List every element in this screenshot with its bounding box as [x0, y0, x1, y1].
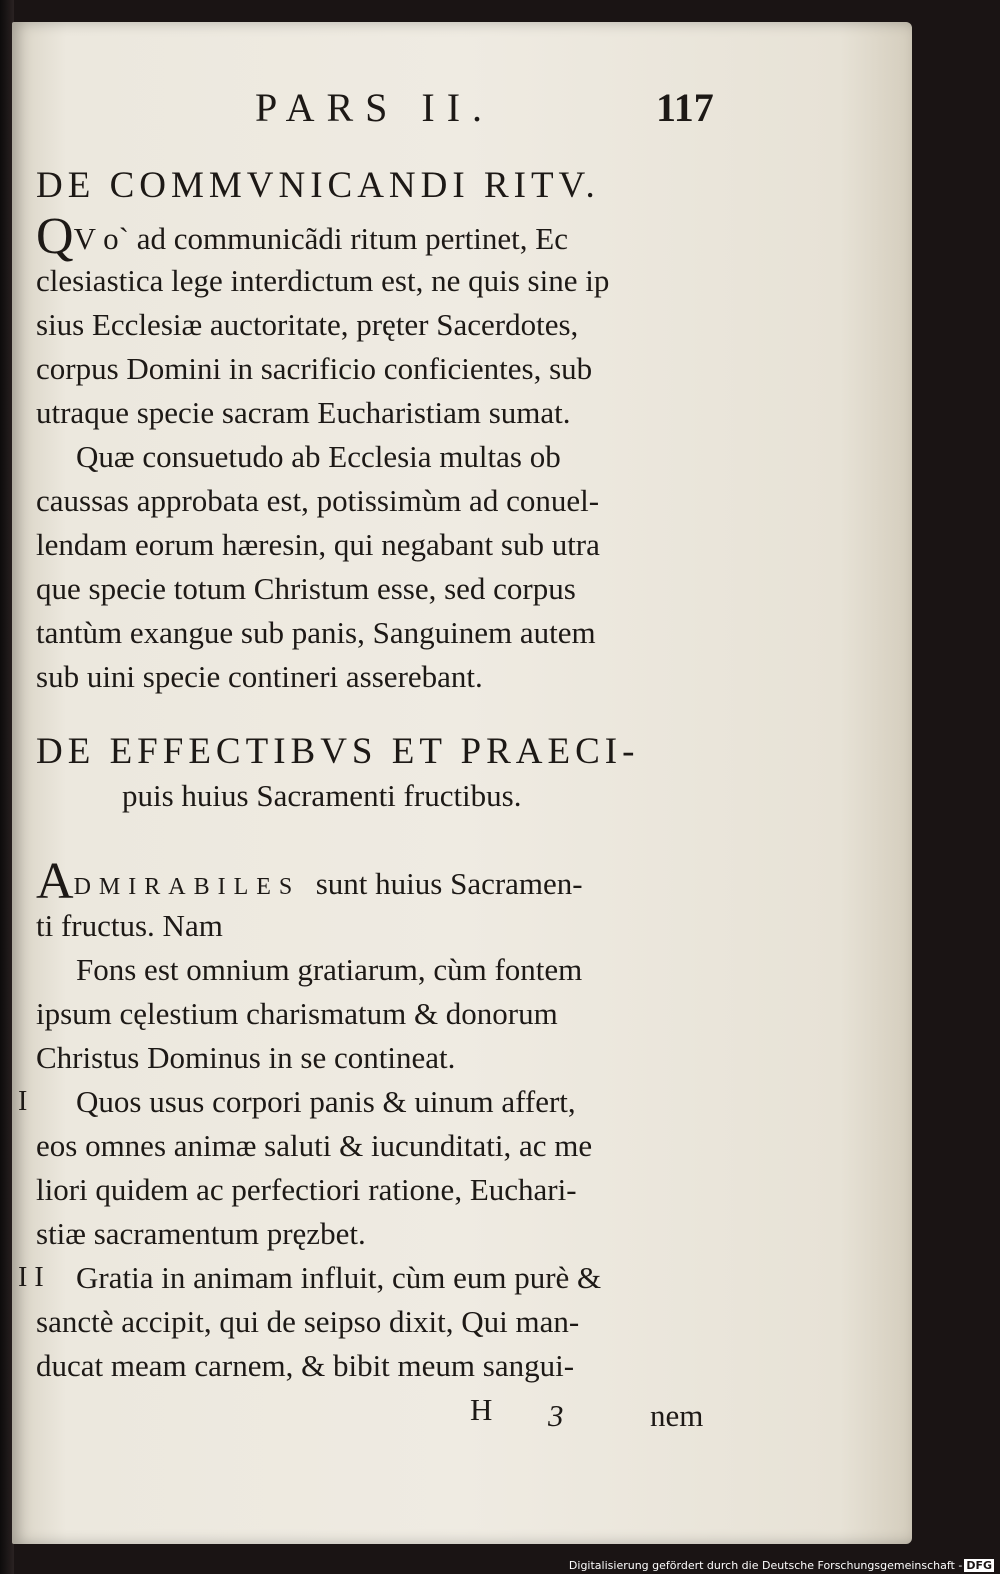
text-line: utraque specie sacram Eucharistiam sumat.	[36, 395, 571, 430]
dfg-logo: DFG	[966, 1559, 992, 1572]
text-line: Quæ consuetudo ab Ecclesia multas ob	[76, 439, 561, 474]
text-line: ADMIRABILES sunt huius Sacramen-	[36, 853, 583, 910]
item-number: I I	[18, 1262, 44, 1293]
text-line: sius Ecclesiæ auctoritate, pręter Sacerdotes,	[36, 307, 579, 342]
text-line: ducat meam carnem, & bibit meum sangui-	[36, 1348, 575, 1383]
section-heading-effects: DE EFFECTIBVS ET PRAECI-	[36, 731, 640, 772]
text-line: clesiastica lege interdictum est, ne quis sine ip	[36, 263, 610, 298]
text-line: lendam eorum hæresin, qui negabant sub utra	[36, 527, 600, 562]
text-line: corpus Domini in sacrificio conficientes, sub	[36, 351, 593, 386]
section-subheading-effects: puis huius Sacramenti fructibus.	[122, 778, 522, 813]
book-page	[12, 22, 912, 1544]
signature-number: 3	[548, 1398, 564, 1433]
item-number: I	[18, 1086, 28, 1117]
text-line: sanctè accipit, qui de seipso dixit, Qui man-	[36, 1304, 580, 1339]
text-line: tantùm exangue sub panis, Sanguinem autem	[36, 615, 596, 650]
section-heading-communion-rite: DE COMMVNICANDI RITV.	[36, 165, 600, 206]
text-line: Quos usus corpori panis & uinum affert,	[76, 1084, 576, 1119]
text-line: ti fructus. Nam	[36, 908, 223, 943]
text-line: Fons est omnium gratiarum, cùm fontem	[76, 952, 583, 987]
digitization-credit: Digitalisierung gefördert durch die Deutsche Forschungsgemeinschaft - DFG	[568, 1559, 992, 1572]
page-header	[12, 84, 912, 144]
text-line: caussas approbata est, potissimùm ad conuel-	[36, 483, 600, 518]
text-line: Gratia in animam influit, cùm eum purè &	[76, 1260, 602, 1295]
drop-cap: Q	[36, 208, 74, 265]
page-number: 117	[656, 85, 714, 130]
text-line: liori quidem ac perfectiori ratione, Euchari-	[36, 1172, 577, 1207]
text-line: ipsum cęlestium charismatum & donorum	[36, 996, 558, 1031]
running-head: PARS II.	[255, 85, 495, 130]
text-line: QV o` ad communicãdi ritum pertinet, Ec	[36, 208, 568, 265]
small-caps-word: DMIRABILES	[73, 874, 301, 900]
signature-letter: H	[470, 1392, 493, 1427]
text-line: Christus Dominus in se contineat.	[36, 1040, 456, 1075]
drop-cap: A	[36, 853, 74, 910]
text-line: sub uini specie contineri asserebant.	[36, 659, 483, 694]
text-line: eos omnes animæ saluti & iucunditati, ac me	[36, 1128, 593, 1163]
text-line: que specie totum Christum esse, sed corpus	[36, 571, 576, 606]
text-line: stiæ sacramentum pręzbet.	[36, 1216, 366, 1251]
catchword: nem	[650, 1398, 704, 1433]
